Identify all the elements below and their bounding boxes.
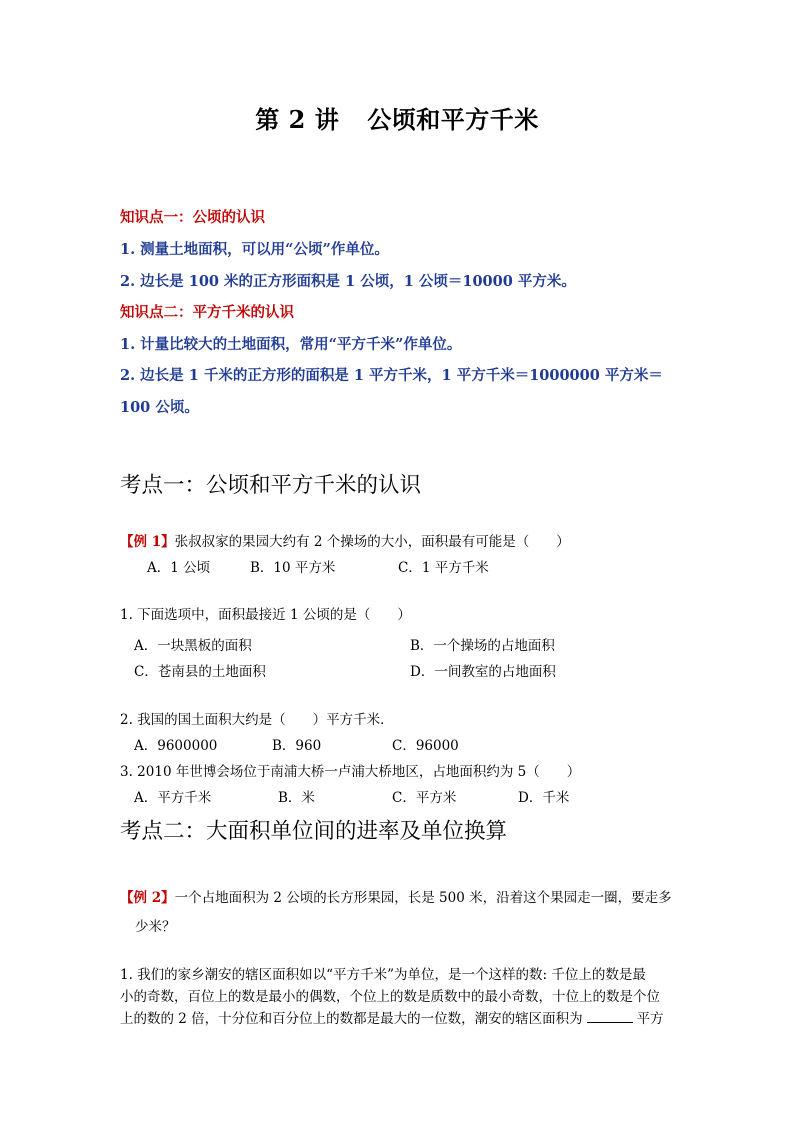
example-1-text: 张叔叔家的果园大约有 2 个操场的大小，面积最有可能是（ ） bbox=[174, 534, 570, 550]
knowledge-point-2-line-3: 100 公顷。 bbox=[120, 399, 199, 416]
question-1-1-option-c: C．苍南县的土地面积 bbox=[134, 664, 266, 680]
question-2-1-line-1: 1. 我们的家乡潮安的辖区面积如以“平方千米”为单位，是一个这样的数: 千位上的数是最 bbox=[120, 967, 646, 983]
question-2-1-line-3-text: 上的数的 2 倍，十分位和百分位上的数都是最大的一位数，潮安的辖区面积为 bbox=[120, 1011, 583, 1027]
page-title bbox=[0, 100, 794, 135]
example-1-tag: 【例 1】 bbox=[120, 534, 175, 550]
knowledge-point-1-line-1: 1. 测量土地面积，可以用“公顷”作单位。 bbox=[120, 241, 389, 258]
question-1-1: 1. 下面选项中，面积最接近 1 公顷的是（ ） bbox=[120, 607, 411, 623]
example-1-option-c: C．1 平方千米 bbox=[398, 560, 489, 576]
section-2-title: 考点二：大面积单位间的进率及单位换算 bbox=[120, 819, 508, 844]
title-topic: 公顷和平方千米 bbox=[367, 105, 539, 134]
knowledge-point-2-line-2: 2. 边长是 1 千米的正方形的面积是 1 平方千米，1 平方千米＝1000000 平方米＝ bbox=[120, 367, 663, 384]
knowledge-point-1-line-2: 2. 边长是 100 米的正方形面积是 1 公顷，1 公顷＝10000 平方米。 bbox=[120, 273, 576, 290]
knowledge-point-2-line-1: 1. 计量比较大的土地面积，常用“平方千米”作单位。 bbox=[120, 336, 462, 353]
question-1-2: 2. 我国的国土面积大约是（ ）平方千米． bbox=[120, 712, 394, 728]
question-1-1-option-d: D．一间教室的占地面积 bbox=[410, 664, 556, 680]
example-2-text: 一个占地面积为 2 公顷的长方形果园，长是 500 米，沿着这个果园走一圈，要走多 bbox=[174, 890, 672, 906]
question-1-3-option-b: B．米 bbox=[278, 790, 315, 806]
title-lecture-number: 第 2 讲 bbox=[255, 105, 340, 134]
knowledge-point-1-heading: 知识点一：公顷的认识 bbox=[120, 209, 265, 226]
example-1 bbox=[120, 530, 570, 550]
question-1-3-option-c: C．平方米 bbox=[392, 790, 457, 806]
section-1-title: 考点一：公顷和平方千米的认识 bbox=[120, 473, 422, 498]
question-2-1-line-3 bbox=[120, 1007, 664, 1027]
knowledge-point-2-heading: 知识点二：平方千米的认识 bbox=[120, 304, 294, 321]
question-2-1-line-2: 小的奇数，百位上的数是最小的偶数，个位上的数是质数中的最小奇数，十位上的数是个位 bbox=[120, 989, 660, 1005]
example-1-option-a: A．1 公顷 bbox=[147, 560, 211, 576]
question-1-3: 3. 2010 年世博会场位于南浦大桥一卢浦大桥地区，占地面积约为 5（ ） bbox=[120, 764, 581, 780]
question-1-2-option-c: C．96000 bbox=[392, 738, 459, 754]
example-2-tag: 【例 2】 bbox=[120, 890, 175, 906]
question-1-3-option-a: A．平方千米 bbox=[134, 790, 212, 806]
question-1-1-option-a: A．一块黑板的面积 bbox=[134, 638, 252, 654]
example-1-option-b: B．10 平方米 bbox=[250, 560, 336, 576]
answer-blank[interactable] bbox=[587, 1010, 633, 1023]
question-1-2-option-b: B．960 bbox=[272, 738, 322, 754]
question-1-2-option-a: A．9600000 bbox=[134, 738, 218, 754]
question-1-3-option-d: D．千米 bbox=[518, 790, 570, 806]
example-2-line-1 bbox=[120, 886, 672, 906]
example-2-line-2: 少米？ bbox=[135, 919, 176, 935]
question-1-1-option-b: B．一个操场的占地面积 bbox=[410, 638, 555, 654]
question-2-1-line-3-unit: 平方 bbox=[636, 1011, 664, 1027]
